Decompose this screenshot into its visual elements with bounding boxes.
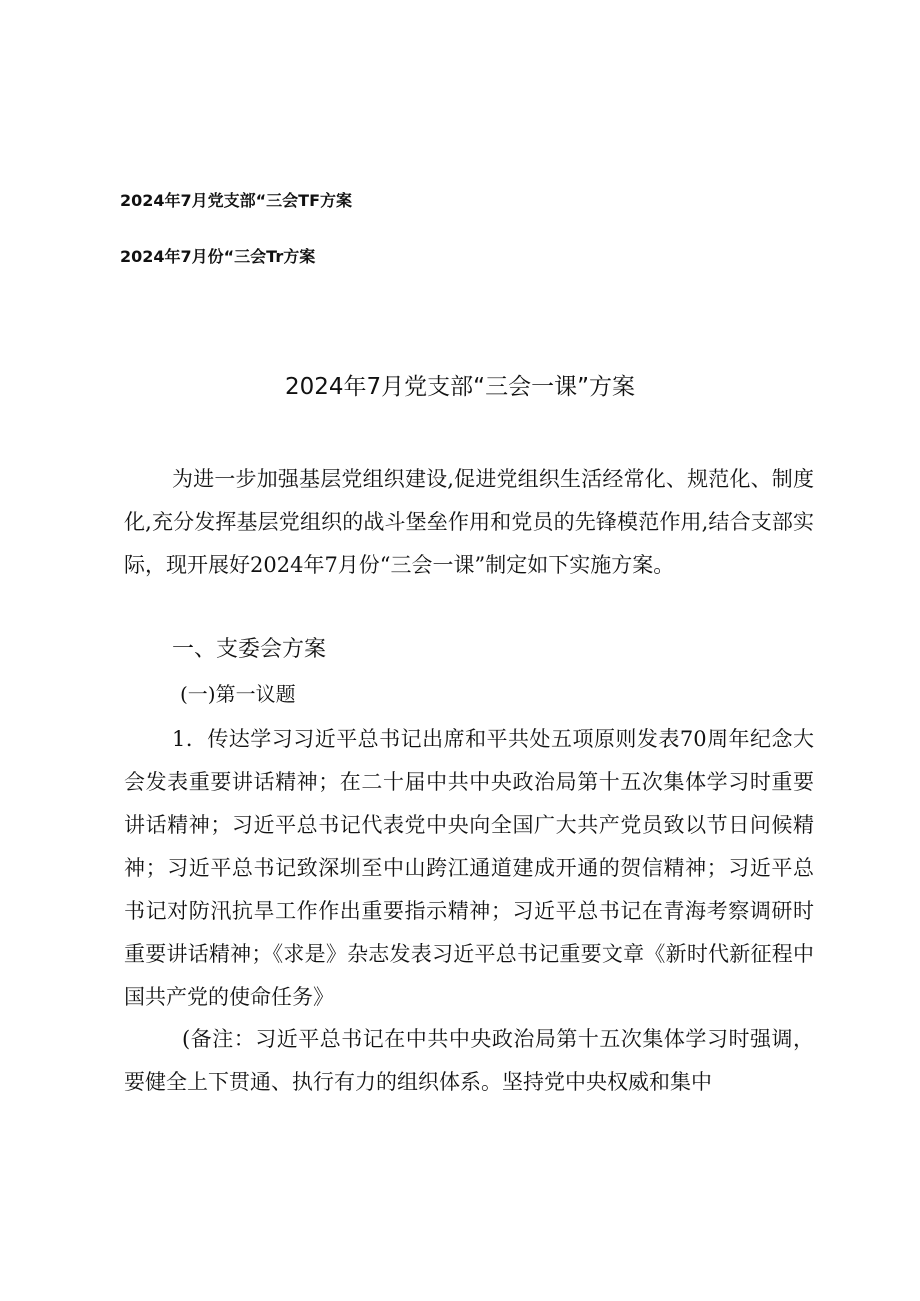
toc-entry-2[interactable]: 2024年7月份“三会Tr方案 <box>120 247 316 266</box>
subheading-first-topic: (一)第一议题 <box>180 682 296 706</box>
toc-entry-1[interactable]: 2024年7月党支部“三会TF方案 <box>120 191 353 210</box>
note-paragraph: (备注：习近平总书记在中共中央政治局第十五次集体学习时强调，要健全上下贯通、执行有力的组织体系。坚持党中央权威和集中 <box>124 1027 814 1094</box>
section-heading-committee: 一、支委会方案 <box>172 637 327 662</box>
document-title: 2024年7月党支部“三会一课”方案 <box>285 374 635 400</box>
item-1-paragraph: 1．传达学习习近平总书记出席和平共处五项原则发表70周年纪念大会发表重要讲话精神；在二十届中共中央政治局第十五次集体学习时重要讲话精神；习近平总书记代表党中央向全国广大共产党员致以节日问候精神；习近平总书记致深圳至中山跨江通道建成开通的贺信精神；习近平总书记对防汛抗旱工作作出重要指示精神；习近平总书记在青海考察调研时重要讲话精神；《求是》杂志发表习近平总书记重要文章《新时代新征程中国共产党的使命任务》 <box>124 727 814 1009</box>
intro-paragraph: 为进一步加强基层党组织建设,促进党组织生活经常化、规范化、制度化,充分发挥基层党组织的战斗堡垒作用和党员的先锋模范作用,结合支部实际，现开展好2024年7月份“三会一课”制定如下实施方案。 <box>124 467 814 577</box>
